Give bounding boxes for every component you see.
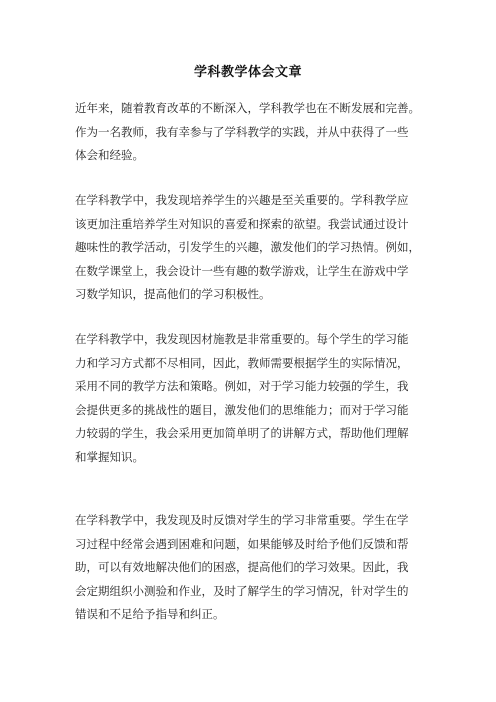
paragraph-line: 力和学习方式都不尽相同，因此，教师需要根据学生的实际情况， — [75, 355, 409, 370]
paragraph-2 — [75, 189, 420, 307]
paragraph-line: 体会和经验。 — [75, 148, 144, 163]
paragraph-line: 力较弱的学生，我会采用更加简单明了的讲解方式，帮助他们理解 — [75, 426, 409, 441]
paragraph-3 — [75, 328, 409, 470]
paragraph-line: 在学科教学中，我发现因材施教是非常重要的。每个学生的学习能 — [75, 332, 409, 346]
paragraph-line: 作为一名教师，我有幸参与了学科教学的实践，并从中获得了一些 — [75, 124, 409, 139]
paragraph-line: 该更加注重培养学生对知识的喜爱和探索的欲望。我尝试通过设计 — [75, 216, 409, 231]
paragraph-line: 趣味性的教学活动，引发学生的兴趣，激发他们的学习热情。例如， — [75, 240, 420, 255]
paragraph-line: 采用不同的教学方法和策略。例如，对于学习能力较强的学生，我 — [75, 379, 409, 394]
paragraph-line: 在数学课堂上，我会设计一些有趣的数学游戏，让学生在游戏中学 — [75, 263, 409, 278]
paragraph-line: 在学科教学中，我发现培养学生的兴趣是至关重要的。学科教学应 — [75, 193, 409, 207]
paragraph-line: 和掌握知识。 — [75, 449, 144, 464]
paragraph-line: 近年来，随着教育改革的不断深入，学科教学也在不断发展和完善。 — [75, 101, 420, 115]
paragraph-line: 习数学知识，提高他们的学习积极性。 — [75, 287, 271, 302]
paragraph-line: 助，可以有效地解决他们的困惑，提高他们的学习效果。因此，我 — [75, 560, 409, 575]
paragraph-line: 在学科教学中，我发现及时反馈对学生的学习非常重要。学生在学 — [75, 513, 409, 527]
paragraph-4 — [75, 509, 409, 627]
paragraph-line: 会提供更多的挑战性的题目，激发他们的思维能力；而对于学习能 — [75, 402, 409, 417]
paragraph-line: 习过程中经常会遇到困难和问题，如果能够及时给予他们反馈和帮 — [75, 536, 409, 551]
paragraph-line: 会定期组织小测验和作业，及时了解学生的学习情况，针对学生的 — [75, 583, 409, 598]
document-title: 学科教学体会文章 — [193, 65, 302, 80]
paragraph-1 — [75, 97, 420, 168]
paragraph-line: 错误和不足给予指导和纠正。 — [75, 607, 225, 622]
